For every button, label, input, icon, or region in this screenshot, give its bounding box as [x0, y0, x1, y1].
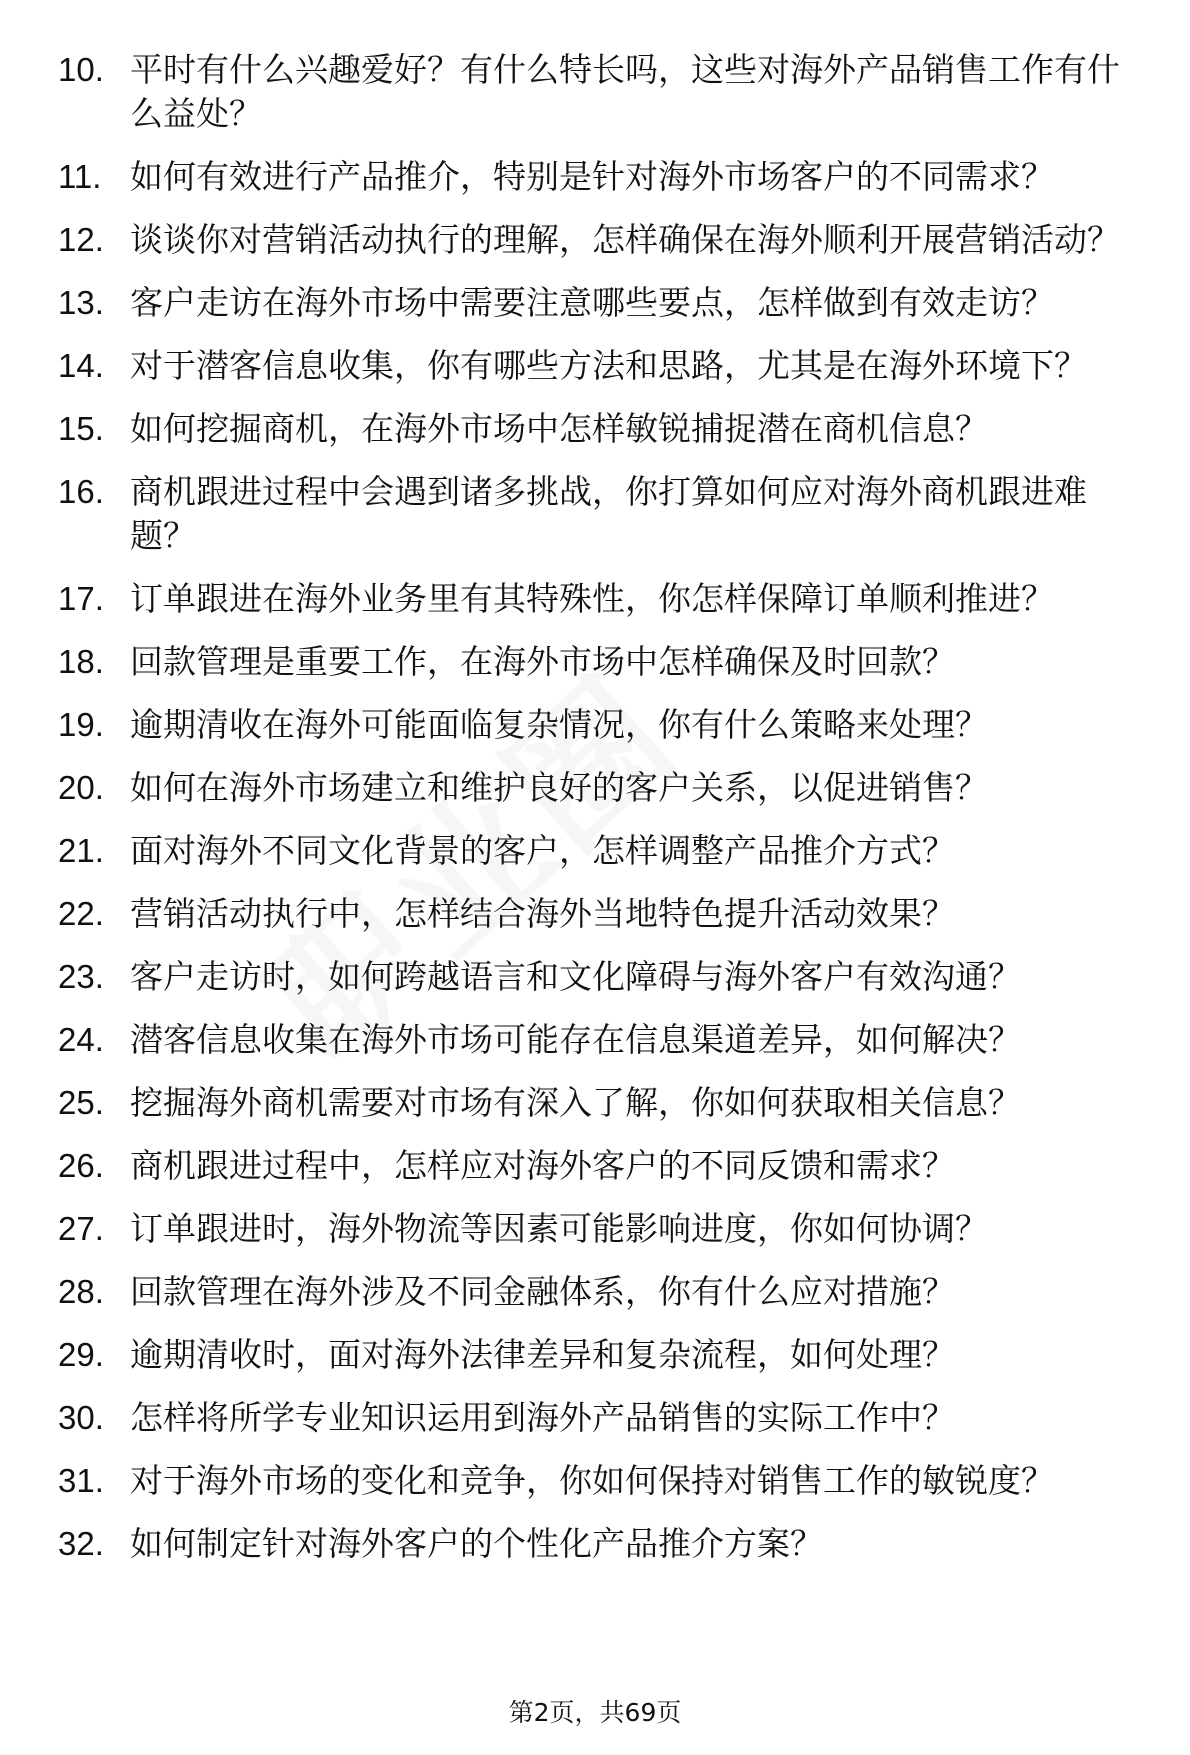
item-number: 19.	[58, 706, 104, 743]
list-item	[0, 1081, 1190, 1125]
item-number: 11.	[58, 158, 102, 195]
list-item	[0, 344, 1190, 388]
list-item	[0, 48, 1190, 136]
item-text: 怎样将所学专业知识运用到海外产品销售的实际工作中？	[130, 1398, 955, 1437]
list-item	[0, 1207, 1190, 1251]
item-number: 15.	[58, 410, 104, 447]
item-text: 如何挖掘商机，在海外市场中怎样敏锐捕捉潜在商机信息？	[130, 409, 988, 448]
item-text: 客户走访在海外市场中需要注意哪些要点，怎样做到有效走访？	[130, 283, 1054, 322]
item-number: 17.	[58, 580, 104, 617]
list-item	[0, 1522, 1190, 1566]
list-item	[0, 407, 1190, 451]
item-text: 谈谈你对营销活动执行的理解，怎样确保在海外顺利开展营销活动？	[130, 220, 1120, 259]
item-number: 12.	[58, 221, 104, 258]
list-item	[0, 1144, 1190, 1188]
item-number: 20.	[58, 769, 104, 806]
item-number: 27.	[58, 1210, 104, 1247]
item-number: 30.	[58, 1399, 104, 1436]
item-text: 逾期清收在海外可能面临复杂情况，你有什么策略来处理？	[130, 705, 988, 744]
page-number-footer: 第2页，共69页	[508, 1698, 682, 1727]
item-text: 商机跟进过程中会遇到诸多挑战，你打算如何应对海外商机跟进难题？	[130, 472, 1087, 555]
item-number: 31.	[58, 1462, 104, 1499]
item-text: 回款管理在海外涉及不同金融体系，你有什么应对措施？	[130, 1272, 955, 1311]
item-text: 商机跟进过程中，怎样应对海外客户的不同反馈和需求？	[130, 1146, 955, 1185]
item-text: 潜客信息收集在海外市场可能存在信息渠道差异，如何解决？	[130, 1020, 1021, 1059]
list-item	[0, 829, 1190, 873]
item-number: 22.	[58, 895, 104, 932]
item-number: 24.	[58, 1021, 104, 1058]
list-item	[0, 1459, 1190, 1503]
item-number: 26.	[58, 1147, 104, 1184]
list-item	[0, 1333, 1190, 1377]
item-text: 订单跟进在海外业务里有其特殊性，你怎样保障订单顺利推进？	[130, 579, 1054, 618]
item-text: 如何制定针对海外客户的个性化产品推介方案？	[130, 1524, 823, 1563]
list-item	[0, 892, 1190, 936]
list-item	[0, 577, 1190, 621]
item-number: 10.	[58, 51, 104, 88]
list-item	[0, 1018, 1190, 1062]
item-text: 营销活动执行中，怎样结合海外当地特色提升活动效果？	[130, 894, 955, 933]
item-number: 25.	[58, 1084, 104, 1121]
item-text: 如何有效进行产品推介，特别是针对海外市场客户的不同需求？	[130, 157, 1054, 196]
item-text: 订单跟进时，海外物流等因素可能影响进度，你如何协调？	[130, 1209, 988, 1248]
item-number: 13.	[58, 284, 104, 321]
list-item	[0, 640, 1190, 684]
list-item	[0, 766, 1190, 810]
list-item	[0, 703, 1190, 747]
item-text: 面对海外不同文化背景的客户，怎样调整产品推介方式？	[130, 831, 955, 870]
item-number: 23.	[58, 958, 104, 995]
list-item	[0, 155, 1190, 199]
item-number: 28.	[58, 1273, 104, 1310]
question-list	[0, 48, 1190, 1585]
item-text: 回款管理是重要工作，在海外市场中怎样确保及时回款？	[130, 642, 955, 681]
list-item	[0, 470, 1190, 558]
item-text: 如何在海外市场建立和维护良好的客户关系，以促进销售？	[130, 768, 988, 807]
item-number: 14.	[58, 347, 104, 384]
item-text: 逾期清收时，面对海外法律差异和复杂流程，如何处理？	[130, 1335, 955, 1374]
item-text: 对于海外市场的变化和竞争，你如何保持对销售工作的敏锐度？	[130, 1461, 1054, 1500]
item-number: 21.	[58, 832, 104, 869]
list-item	[0, 281, 1190, 325]
item-number: 16.	[58, 473, 104, 510]
item-text: 客户走访时，如何跨越语言和文化障碍与海外客户有效沟通？	[130, 957, 1021, 996]
list-item	[0, 218, 1190, 262]
item-number: 29.	[58, 1336, 104, 1373]
item-text: 对于潜客信息收集，你有哪些方法和思路，尤其是在海外环境下？	[130, 346, 1087, 385]
item-text: 平时有什么兴趣爱好？有什么特长吗，这些对海外产品销售工作有什么益处？	[130, 50, 1120, 133]
item-text: 挖掘海外商机需要对市场有深入了解，你如何获取相关信息？	[130, 1083, 1021, 1122]
list-item	[0, 955, 1190, 999]
item-number: 32.	[58, 1525, 104, 1562]
list-item	[0, 1396, 1190, 1440]
list-item	[0, 1270, 1190, 1314]
item-number: 18.	[58, 643, 104, 680]
